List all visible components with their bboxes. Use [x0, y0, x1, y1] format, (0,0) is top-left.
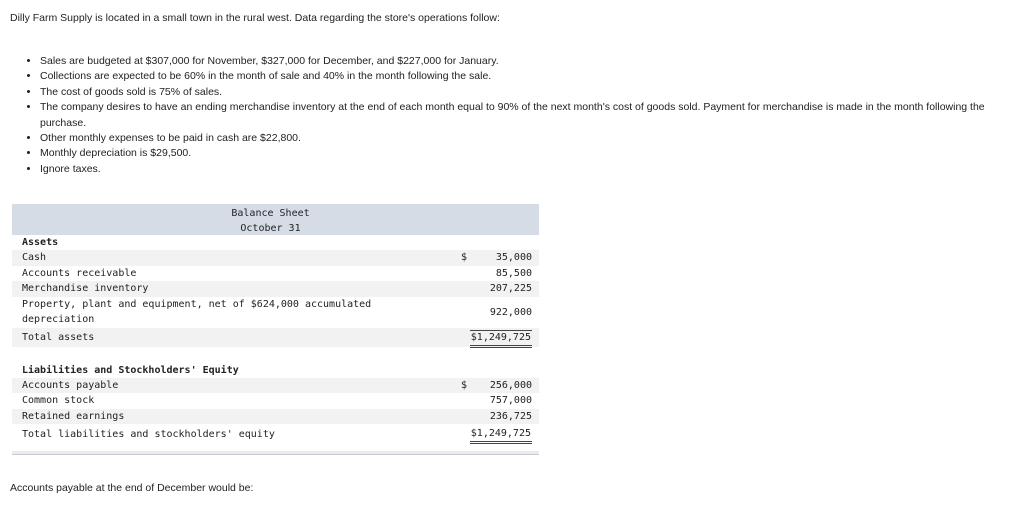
row-amount: 85,500	[495, 267, 532, 279]
balance-sheet-title: Balance Sheet	[231, 208, 310, 219]
row-label: Merchandise inventory	[22, 283, 149, 295]
balance-sheet-date: October 31	[240, 223, 301, 234]
total-assets-row	[12, 328, 539, 347]
row-label: Accounts payable	[22, 379, 119, 391]
liabilities-heading: Liabilities and Stockholders' Equity	[22, 364, 239, 376]
row-label: Accounts receivable	[22, 267, 137, 279]
fact-taxes: • Ignore taxes.	[40, 162, 985, 177]
table-row	[12, 393, 539, 408]
fact-collections: • Collections are expected to be 60% in the month of sale and 40% in the month following the sale.	[40, 69, 985, 84]
total-liabilities-row	[12, 424, 539, 445]
balance-sheet-footer	[12, 445, 539, 455]
currency-symbol: $	[461, 379, 468, 391]
table-row	[12, 378, 539, 393]
problem-intro: Dilly Farm Supply is located in a small town in the rural west. Data regarding the store's operations follow:	[10, 12, 500, 24]
fact-other-expenses: • Other monthly expenses to be paid in cash are $22,800.	[40, 131, 985, 146]
row-label: Cash	[22, 252, 47, 264]
fact-cogs: • The cost of goods sold is 75% of sales.	[40, 85, 985, 100]
row-amount: 922,000	[489, 306, 532, 318]
assets-heading: Assets	[22, 237, 59, 248]
currency-symbol: $	[461, 252, 468, 264]
table-row	[12, 266, 539, 281]
total-liabilities-label: Total liabilities and stockholders' equity	[22, 429, 275, 441]
total-assets-label: Total assets	[22, 331, 95, 343]
table-row	[12, 281, 539, 296]
row-amount: 35,000	[495, 252, 532, 264]
question-prompt: Accounts payable at the end of December would be:	[10, 482, 254, 494]
row-amount: 256,000	[489, 379, 532, 391]
fact-sales: • Sales are budgeted at $307,000 for November, $327,000 for December, and $227,000 for January.	[40, 54, 985, 69]
row-label: Property, plant and equipment, net of $624,000 accumulated depreciation	[22, 298, 372, 325]
row-amount: 757,000	[489, 395, 532, 407]
row-amount: 207,225	[489, 283, 532, 295]
facts-list	[26, 54, 985, 177]
row-label: Retained earnings	[22, 410, 125, 422]
table-row	[12, 250, 539, 265]
balance-sheet-header	[12, 204, 539, 235]
total-liabilities-amount: $1,249,725	[470, 427, 532, 444]
row-label: Common stock	[22, 395, 95, 407]
balance-sheet	[12, 204, 539, 455]
row-amount: 236,725	[489, 410, 532, 422]
table-row	[12, 409, 539, 424]
fact-inventory-policy: • The company desires to have an ending merchandise inventory at the end of each month equal to 90% of the next month's cost of goods sold. Payment for merchandise is made in the month following the purchase.	[40, 100, 985, 131]
table-row	[12, 297, 539, 328]
fact-depreciation: • Monthly depreciation is $29,500.	[40, 146, 985, 161]
total-assets-amount: $1,249,725	[470, 330, 532, 348]
